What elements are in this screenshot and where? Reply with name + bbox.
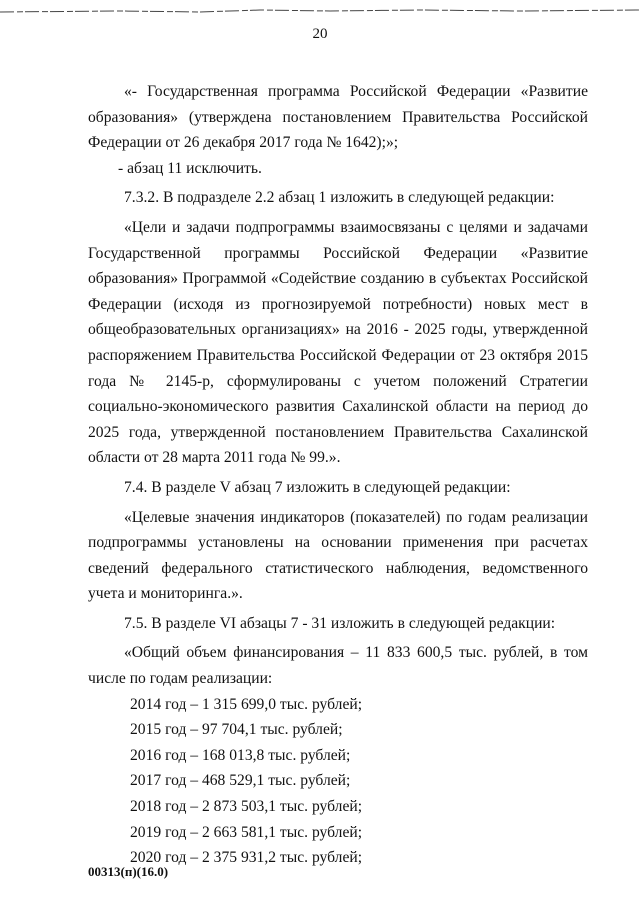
scan-edge-line [0, 8, 640, 14]
page-number: 20 [312, 26, 328, 42]
paragraph-exclude-item: - абзац 11 исключить. [118, 159, 262, 177]
document-code: 00313(п)(16.0) [88, 864, 169, 879]
document-body [88, 79, 588, 871]
list-item: 2016 год – 168 013,8 тыс. рублей; [130, 746, 351, 764]
list-item: 2018 год – 2 873 503,1 тыс. рублей; [130, 798, 363, 816]
paragraph-total-funding: «Общий объем финансирования – 11 833 600,5 тыс. рублей, в том числе по годам реализации: [88, 644, 588, 688]
paragraph-7-5: 7.5. В разделе VI абзацы 7 - 31 изложить в следующей редакции: [124, 614, 556, 632]
list-item: 2019 год – 2 663 581,1 тыс. рублей; [130, 823, 363, 841]
list-item: 2020 год – 2 375 931,2 тыс. рублей; [130, 849, 363, 867]
paragraph-goals-tasks: «Цели и задачи подпрограммы взаимосвязаны с целями и задачами Государственной программы Российской Федерации «Развитие образования» Программой «Содействие созданию в субъектах Российской Федерации (исходя из прогнозируемой потребности) новых мест в общеобразовательных организациях» на 2016 - 2025 годы, утвержденной распоряжением Правительства Российской Федерации от 23 октября 2015 года № 2145-р, сформулированы с учетом положений Стратегии социально-экономического развития Сахалинской области на период до 2025 года, утвержденной постановлением Правительства Сахалинской области от 28 марта 2011 года № 99.». [88, 218, 588, 467]
paragraph-program-reference: «- Государственная программа Российской Федерации «Развитие образования» (утверждена постановлением Правительства Российской Федерации от 26 декабря 2017 года № 1642);»; [88, 83, 588, 152]
paragraph-target-values: «Целевые значения индикаторов (показателей) по годам реализации подпрограммы установлены на основании применения при расчетах сведений федерального статистического наблюдения, ведомственного учета и мониторинга.». [88, 508, 588, 603]
paragraph-7-3-2: 7.3.2. В подразделе 2.2 абзац 1 изложить в следующей редакции: [124, 189, 555, 207]
funding-by-year-list [88, 692, 588, 871]
list-item: 2014 год – 1 315 699,0 тыс. рублей; [130, 695, 363, 713]
paragraph-7-4: 7.4. В разделе V абзац 7 изложить в следующей редакции: [124, 478, 511, 496]
list-item: 2017 год – 468 529,1 тыс. рублей; [130, 772, 351, 790]
list-item: 2015 год – 97 704,1 тыс. рублей; [130, 721, 343, 739]
